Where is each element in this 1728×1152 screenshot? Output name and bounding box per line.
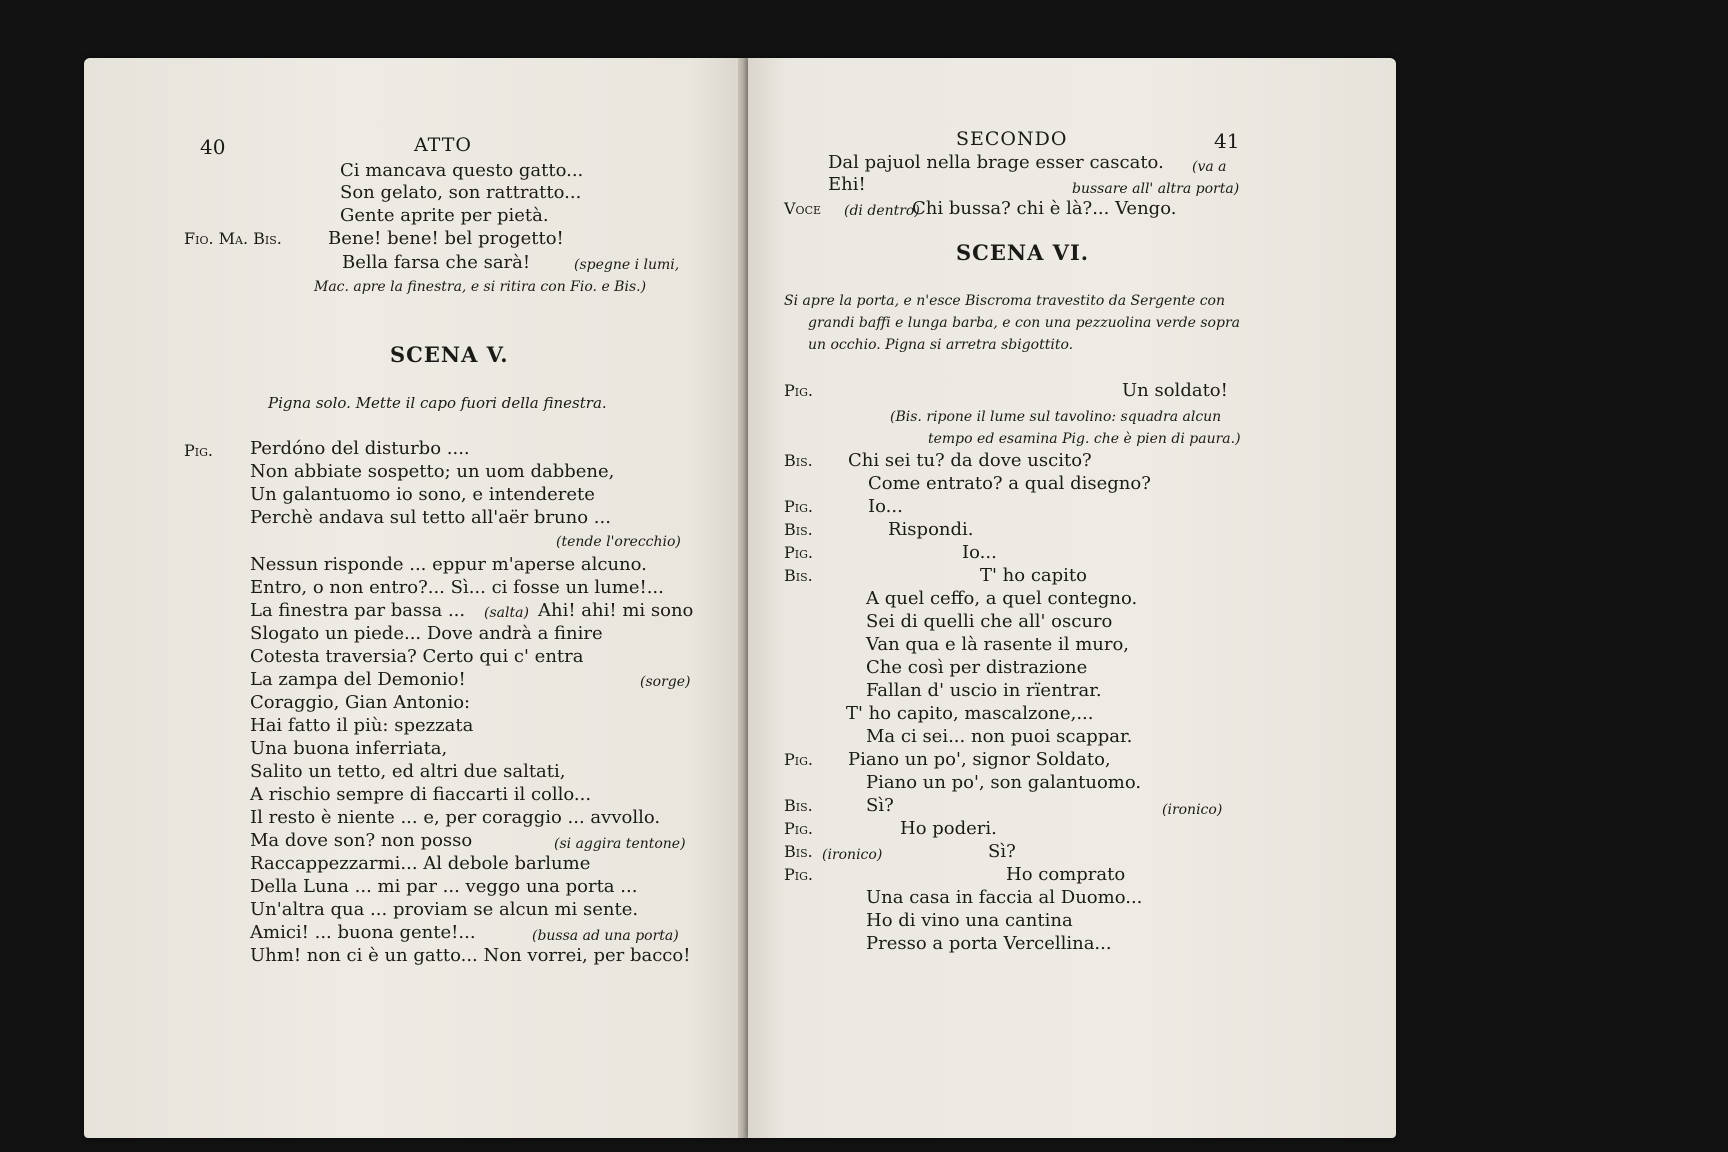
verse-line: Un soldato! xyxy=(1122,380,1228,401)
stage-direction: (ironico) xyxy=(822,847,883,863)
scene-description: Si apre la porta, e n'esce Biscroma travestito da Sergente con xyxy=(784,293,1226,309)
speaker-label: Bis. xyxy=(784,842,813,861)
speaker-label: Pig. xyxy=(784,543,813,562)
verse-line: Io... xyxy=(868,496,903,517)
speaker-label: Bis. xyxy=(784,451,813,470)
verse-line: La finestra par bassa ... xyxy=(250,600,466,621)
verse-line: Cotesta traversia? Certo qui c' entra xyxy=(250,646,584,667)
verse-line: T' ho capito xyxy=(980,565,1087,586)
verse-line: Ma ci sei... non puoi scappar. xyxy=(866,726,1133,747)
speaker-label: Pig. xyxy=(784,497,813,516)
verse-line: Ma dove son? non posso xyxy=(250,830,473,851)
stage-direction: (bussa ad una porta) xyxy=(532,928,679,944)
verse-line: Sei di quelli che all' oscuro xyxy=(866,611,1113,632)
verse-line: Sì? xyxy=(988,841,1016,862)
verse-line: Entro, o non entro?... Sì... ci fosse un lume!... xyxy=(250,577,664,598)
verse-line: La zampa del Demonio! xyxy=(250,669,466,690)
running-head: SECONDO xyxy=(956,128,1068,150)
verse-line: Dal pajuol nella brage esser cascato. xyxy=(828,152,1164,173)
verse-line: Nessun risponde ... eppur m'aperse alcuno. xyxy=(250,554,647,575)
speaker-label: Bis. xyxy=(784,566,813,585)
page-number: 40 xyxy=(200,135,226,159)
verse-line: Ahi! ahi! mi sono xyxy=(538,600,694,621)
verse-line: Sì? xyxy=(866,795,894,816)
verse-line: Amici! ... buona gente!... xyxy=(250,922,476,943)
verse-line: Piano un po', son galantuomo. xyxy=(866,772,1142,793)
speaker-label: Pig. xyxy=(784,750,813,769)
stage-direction: tempo ed esamina Pig. che è pien di paura.) xyxy=(928,431,1241,447)
verse-line: Bella farsa che sarà! xyxy=(342,252,531,273)
verse-line: Chi sei tu? da dove uscito? xyxy=(848,450,1092,471)
speaker-label: Voce xyxy=(784,199,822,218)
left-page xyxy=(84,58,744,1138)
stage-direction: Mac. apre la finestra, e si ritira con Fio. e Bis.) xyxy=(314,279,647,295)
stage-direction: (tende l'orecchio) xyxy=(556,534,681,550)
verse-line: Gente aprite per pietà. xyxy=(340,205,549,226)
verse-line: Io... xyxy=(962,542,997,563)
scene-title: SCENA VI. xyxy=(956,240,1090,265)
running-head: ATTO xyxy=(414,134,472,156)
stage-direction: (ironico) xyxy=(1162,802,1223,818)
speaker-label: Fio. Ma. Bis. xyxy=(184,229,282,248)
verse-line: Ehi! xyxy=(828,174,866,195)
verse-line: Salito un tetto, ed altri due saltati, xyxy=(250,761,566,782)
verse-line: Ho poderi. xyxy=(900,818,997,839)
verse-line: Raccappezzarmi... Al debole barlume xyxy=(250,853,591,874)
speaker-label: Pig. xyxy=(784,819,813,838)
verse-line: Bene! bene! bel progetto! xyxy=(328,228,564,249)
verse-line: Presso a porta Vercellina... xyxy=(866,933,1112,954)
verse-line: Un galantuomo io sono, e intenderete xyxy=(250,484,595,505)
right-page xyxy=(748,58,1396,1138)
verse-line: Coraggio, Gian Antonio: xyxy=(250,692,471,713)
page-number: 41 xyxy=(1214,129,1240,153)
speaker-label: Pig. xyxy=(784,865,813,884)
stage-direction: bussare all' altra porta) xyxy=(1072,181,1240,197)
verse-line: A rischio sempre di fiaccarti il collo... xyxy=(250,784,592,805)
verse-line: Che così per distrazione xyxy=(866,657,1088,678)
verse-line: A quel ceffo, a quel contegno. xyxy=(866,588,1138,609)
speaker-label: Bis. xyxy=(784,796,813,815)
verse-line: Rispondi. xyxy=(888,519,974,540)
stage-direction: (Bis. ripone il lume sul tavolino: squadra alcun xyxy=(890,409,1222,425)
verse-line: Van qua e là rasente il muro, xyxy=(866,634,1130,655)
verse-line: Slogato un piede... Dove andrà a finire xyxy=(250,623,603,644)
verse-line: Ci mancava questo gatto... xyxy=(340,160,584,181)
verse-line: Uhm! non ci è un gatto... Non vorrei, per bacco! xyxy=(250,945,691,966)
speaker-label: Pig. xyxy=(784,381,813,400)
stage-direction: (spegne i lumi, xyxy=(574,257,680,273)
verse-line: Come entrato? a qual disegno? xyxy=(868,473,1151,494)
speaker-label: Bis. xyxy=(784,520,813,539)
verse-line: Non abbiate sospetto; un uom dabbene, xyxy=(250,461,615,482)
scene-description: Pigna solo. Mette il capo fuori della finestra. xyxy=(268,394,607,412)
open-book xyxy=(84,58,1392,1138)
verse-line: Un'altra qua ... proviam se alcun mi sente. xyxy=(250,899,639,920)
verse-line: Ho di vino una cantina xyxy=(866,910,1073,931)
scene-title: SCENA V. xyxy=(390,342,509,367)
verse-line: Della Luna ... mi par ... veggo una porta ... xyxy=(250,876,638,897)
verse-line: Ho comprato xyxy=(1006,864,1126,885)
scene-description: grandi baffi e lunga barba, e con una pezzuolina verde sopra xyxy=(808,315,1240,331)
speaker-label: Pig. xyxy=(184,441,213,460)
verse-line: Il resto è niente ... e, per coraggio ... avvollo. xyxy=(250,807,661,828)
stage-direction: (si aggira tentone) xyxy=(554,836,686,852)
stage-direction: (va a xyxy=(1192,159,1227,175)
verse-line: Una casa in faccia al Duomo... xyxy=(866,887,1143,908)
scene-description: un occhio. Pigna si arretra sbigottito. xyxy=(808,337,1074,353)
verse-line: Perdóno del disturbo .... xyxy=(250,438,470,459)
verse-line: Perchè andava sul tetto all'aër bruno ... xyxy=(250,507,611,528)
verse-line: Son gelato, son rattratto... xyxy=(340,182,582,203)
verse-line: Chi bussa? chi è là?... Vengo. xyxy=(912,198,1177,219)
verse-line: Hai fatto il più: spezzata xyxy=(250,715,474,736)
verse-line: Una buona inferriata, xyxy=(250,738,448,759)
verse-line: Piano un po', signor Soldato, xyxy=(848,749,1111,770)
stage-direction: (sorge) xyxy=(640,674,691,690)
verse-line: T' ho capito, mascalzone,... xyxy=(846,703,1094,724)
verse-line: Fallan d' uscio in rïentrar. xyxy=(866,680,1102,701)
stage-direction: (salta) xyxy=(484,605,529,621)
stage-direction: (di dentro) xyxy=(844,203,920,219)
